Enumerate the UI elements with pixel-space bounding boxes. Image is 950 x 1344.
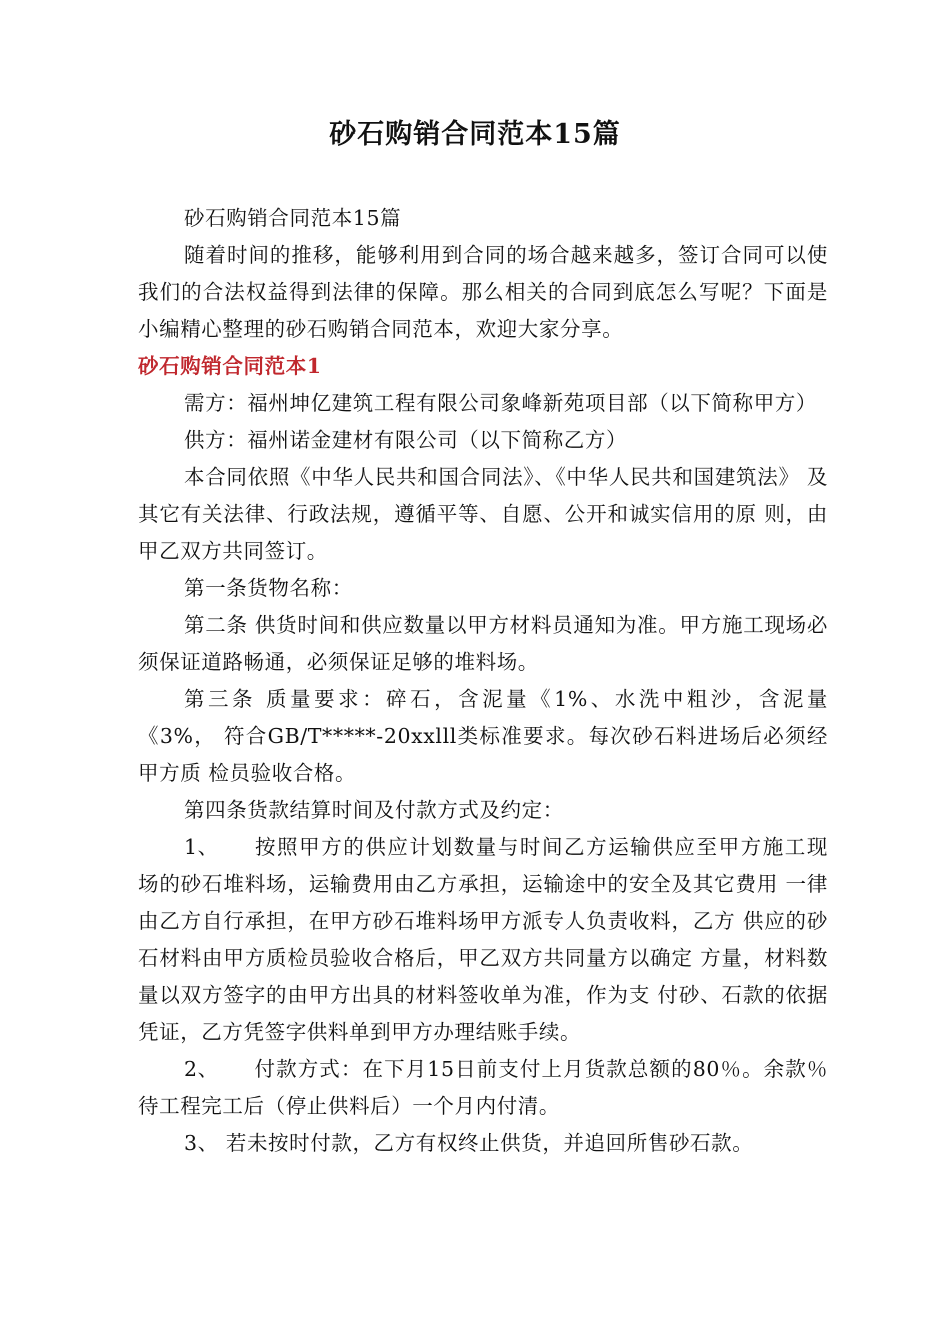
- payment-item-3: 3、 若未按时付款，乙方有权终止供货，并追回所售砂石款。: [184, 1131, 754, 1155]
- document-body: [138, 200, 828, 1162]
- item-text: 付款方式：在下月15日前支付上月货款总额的80％。余款％ 待工程完工后（停止供料后）一个月内付清。: [138, 1057, 828, 1118]
- item-text: 按照甲方的供应计划数量与时间乙方运输供应至甲方施工现 场的砂石堆料场，运输费用由乙方承担，运输途中的安全及其它费用 一律由乙方自行承担，在甲方砂石堆料场甲方派专人负责收料，乙方 供应的砂石材料由甲方质检员验收合格后，甲乙双方共同量方以确定 方量，材料数量以双方签字的由甲方出具的材料签收单为准，作为支 付砂、石款的依据凭证，乙方凭签字供料单到甲方办理结账手续。: [138, 835, 828, 1044]
- item-number: 2、: [184, 1057, 219, 1081]
- article-4: 第四条货款结算时间及付款方式及约定：: [184, 798, 564, 822]
- intro-paragraph: 随着时间的推移，能够利用到合同的场合越来越多，签订合同可以使我们的合法权益得到法律的保障。那么相关的合同到底怎么写呢？下面是小编精心整理的砂石购销合同范本，欢迎大家分享。: [138, 243, 828, 341]
- article-3: 第三条 质量要求：碎石，含泥量《1%、水洗中粗沙，含泥量《3%， 符合GB/T*****-20xxlll类标准要求。每次砂石料进场后必须经甲方质 检员验收合格。: [138, 687, 828, 785]
- payment-item-1: [138, 829, 828, 1051]
- document-title: 砂石购销合同范本15篇: [329, 119, 621, 150]
- article-2: 第二条 供货时间和供应数量以甲方材料员通知为准。甲方施工现场必须保证道路畅通，必须保证足够的堆料场。: [138, 613, 828, 674]
- basis-paragraph: 本合同依照《中华人民共和国合同法》、《中华人民共和国建筑法》 及其它有关法律、行政法规，遵循平等、自愿、公开和诚实信用的原 则，由甲乙双方共同签订。: [138, 465, 828, 563]
- payment-item-2: [138, 1051, 828, 1125]
- supplier-paragraph: 供方：福州诺金建材有限公司（以下简称乙方）: [184, 428, 628, 452]
- intro-subtitle: 砂石购销合同范本15篇: [184, 206, 402, 230]
- section-heading: 砂石购销合同范本1: [138, 354, 322, 378]
- article-1: 第一条货物名称：: [184, 576, 353, 600]
- buyer-paragraph: 需方：福州坤亿建筑工程有限公司象峰新苑项目部（以下简称甲方）: [184, 391, 817, 415]
- item-number: 1、: [184, 835, 219, 859]
